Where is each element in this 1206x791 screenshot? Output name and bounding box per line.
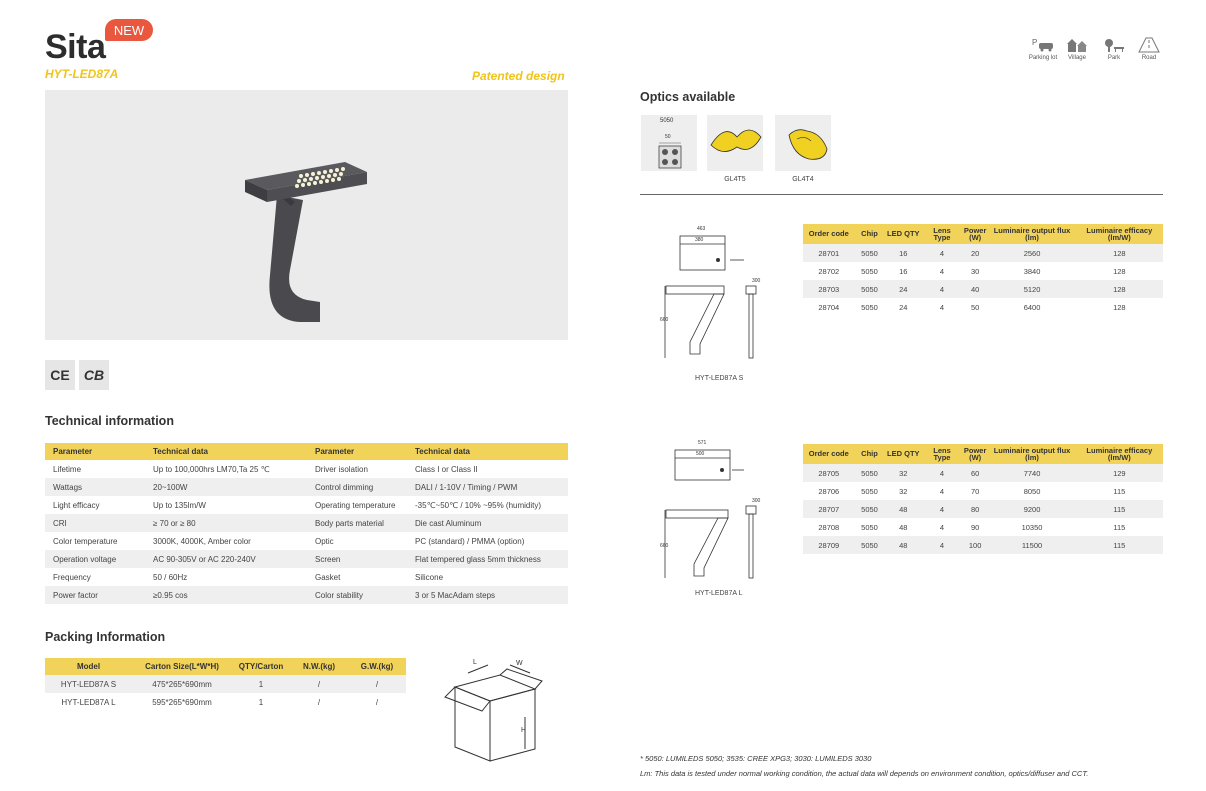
technical-table bbox=[45, 443, 568, 604]
table-row bbox=[803, 244, 1163, 262]
table-cell: 128 bbox=[1113, 302, 1126, 312]
table-cell: DALI / 1-10V / Timing / PWM bbox=[407, 478, 568, 496]
table-cell: Frequency bbox=[53, 572, 91, 582]
table-cell: 4 bbox=[922, 464, 962, 482]
table-cell: 10350 bbox=[1021, 522, 1043, 532]
table-cell: ≥ 70 or ≥ 80 bbox=[145, 514, 307, 532]
table-row bbox=[45, 478, 568, 496]
table-cell: 129 bbox=[1076, 464, 1163, 482]
optics-label-gl4t4: GL4T4 bbox=[792, 176, 814, 183]
table-cell: 16 bbox=[884, 244, 922, 262]
parking-icon bbox=[1031, 37, 1055, 53]
packing-info-title: Packing Information bbox=[45, 630, 166, 644]
table-cell: 28708 bbox=[818, 522, 840, 532]
technical-info-title: Technical information bbox=[45, 414, 174, 428]
table-cell: 128 bbox=[1076, 244, 1163, 262]
table-header: LED QTY bbox=[884, 224, 922, 244]
table-cell: 595*265*690mm bbox=[152, 697, 212, 707]
table-cell: Power factor bbox=[45, 586, 145, 604]
table-header: Model bbox=[45, 658, 132, 675]
table-cell: 28705 bbox=[803, 464, 855, 482]
table-cell: Wattags bbox=[45, 478, 145, 496]
table-cell: Operating temperature bbox=[315, 500, 396, 510]
table-row bbox=[45, 460, 568, 478]
table-row bbox=[803, 262, 1163, 280]
table-cell: 4 bbox=[939, 522, 945, 532]
park-icon bbox=[1102, 37, 1126, 53]
table-cell: Silicone bbox=[415, 572, 444, 582]
table-cell: 11500 bbox=[988, 536, 1075, 554]
table-cell: Control dimming bbox=[307, 478, 407, 496]
table-cell: Color temperature bbox=[53, 536, 118, 546]
table-cell: Gasket bbox=[315, 572, 341, 582]
table-cell: 28702 bbox=[818, 266, 840, 276]
table-row bbox=[45, 568, 568, 586]
table-cell: 28707 bbox=[803, 500, 855, 518]
table-cell: Class I or Class II bbox=[415, 464, 478, 474]
table-cell: 50 bbox=[970, 302, 980, 312]
dim-inner-width: 500 bbox=[696, 451, 705, 457]
patented-label: Patented design bbox=[472, 69, 565, 83]
table-row bbox=[45, 675, 406, 693]
table-cell: 5050 bbox=[861, 522, 878, 532]
new-badge: NEW bbox=[105, 19, 153, 41]
table-cell: Light efficacy bbox=[53, 500, 100, 510]
table-header: G.W.(kg) bbox=[348, 658, 406, 675]
application-road bbox=[1134, 37, 1164, 61]
table-cell: 4 bbox=[922, 536, 962, 554]
table-cell: 475*265*690mm bbox=[132, 675, 232, 693]
packing-table bbox=[45, 658, 406, 711]
optics-chip-diagram bbox=[641, 115, 697, 171]
table-cell: Up to 135lm/W bbox=[153, 500, 206, 510]
order-table-l bbox=[803, 444, 1163, 554]
table-header: Chip bbox=[855, 444, 885, 464]
svg-text:P: P bbox=[1032, 38, 1038, 47]
table-header: Chip bbox=[855, 224, 885, 244]
table-cell: 128 bbox=[1113, 266, 1126, 276]
table-header: Order code bbox=[803, 224, 855, 244]
table-cell: 128 bbox=[1076, 280, 1163, 298]
table-cell: 40 bbox=[962, 280, 989, 298]
table-cell: 32 bbox=[884, 464, 922, 482]
optics-label-gl4t5: GL4T5 bbox=[724, 176, 746, 183]
table-cell: 4 bbox=[922, 500, 962, 518]
table-cell: 5050 bbox=[861, 486, 878, 496]
table-header: QTY/Carton bbox=[232, 658, 290, 675]
table-cell: 1 bbox=[232, 675, 290, 693]
table-cell: 5050 bbox=[861, 266, 878, 276]
table-row bbox=[45, 514, 568, 532]
table-header: Luminaire efficacy (lm/W) bbox=[1076, 224, 1163, 244]
table-cell: Flat tempered glass 5mm thickness bbox=[407, 550, 568, 568]
table-header: LED QTY bbox=[884, 444, 922, 464]
table-cell: / bbox=[317, 697, 321, 707]
application-label: Parking lot bbox=[1028, 55, 1058, 61]
table-cell: 24 bbox=[884, 280, 922, 298]
cb-mark: CB bbox=[79, 360, 109, 390]
table-cell: 2560 bbox=[988, 244, 1075, 262]
table-header: Technical data bbox=[145, 443, 307, 460]
table-cell: 28709 bbox=[803, 536, 855, 554]
chip-dim-label: 50 bbox=[665, 134, 671, 140]
table-cell: 30 bbox=[970, 266, 980, 276]
table-cell: 20 bbox=[962, 244, 989, 262]
table-header: Carton Size(L*W*H) bbox=[132, 658, 232, 675]
table-cell: 4 bbox=[939, 486, 945, 496]
application-label: Park bbox=[1107, 55, 1121, 61]
table-cell: 48 bbox=[884, 536, 922, 554]
table-header: Lens Type bbox=[922, 224, 962, 244]
table-row bbox=[45, 496, 568, 514]
table-cell: Die cast Aluminum bbox=[407, 514, 568, 532]
table-cell: 4 bbox=[939, 266, 945, 276]
optics-gl4t5 bbox=[707, 115, 763, 171]
box-height-label: H bbox=[521, 727, 527, 734]
table-cell: 4 bbox=[922, 244, 962, 262]
box-length-label: L bbox=[473, 659, 477, 666]
table-cell: 28704 bbox=[818, 302, 840, 312]
section-divider bbox=[640, 194, 1163, 195]
lens-gl4t4-icon bbox=[775, 115, 831, 171]
table-row bbox=[803, 482, 1163, 500]
application-parking bbox=[1028, 37, 1058, 61]
table-cell: 4 bbox=[939, 302, 945, 312]
table-cell: ≥0.95 cos bbox=[145, 586, 307, 604]
table-cell: AC 90-305V or AC 220-240V bbox=[145, 550, 307, 568]
table-header: Parameter bbox=[45, 443, 145, 460]
table-cell: 48 bbox=[884, 500, 922, 518]
application-label: Road bbox=[1141, 55, 1157, 61]
dim-inner-width: 380 bbox=[695, 237, 704, 243]
table-cell: Operation voltage bbox=[45, 550, 145, 568]
variant-s-label: HYT-LED87A S bbox=[695, 375, 744, 382]
dimension-drawing-l bbox=[660, 438, 785, 588]
table-cell: 5050 bbox=[861, 302, 878, 312]
table-cell: 80 bbox=[962, 500, 989, 518]
table-row bbox=[803, 518, 1163, 536]
table-row bbox=[45, 586, 568, 604]
table-header: Luminaire output flux (lm) bbox=[988, 224, 1075, 244]
ce-mark: CE bbox=[45, 360, 75, 390]
table-row bbox=[803, 536, 1163, 554]
table-header: N.W.(kg) bbox=[290, 658, 348, 675]
carton-box-diagram bbox=[440, 655, 550, 765]
dim-height: 660 bbox=[660, 317, 669, 323]
table-cell: 50 / 60Hz bbox=[153, 572, 188, 582]
table-cell: 24 bbox=[899, 302, 908, 312]
table-row bbox=[803, 464, 1163, 482]
table-cell: Driver isolation bbox=[315, 464, 368, 474]
table-cell: 5120 bbox=[988, 280, 1075, 298]
table-cell: Color stability bbox=[307, 586, 407, 604]
table-cell: HYT-LED87A S bbox=[45, 675, 132, 693]
table-cell: / bbox=[290, 675, 348, 693]
table-cell: 5050 bbox=[855, 464, 885, 482]
dimension-drawing-s bbox=[660, 222, 785, 382]
table-row bbox=[45, 693, 406, 711]
table-cell: / bbox=[348, 675, 406, 693]
application-village bbox=[1062, 37, 1092, 61]
table-cell: CRI bbox=[45, 514, 145, 532]
optics-gl4t4 bbox=[775, 115, 831, 171]
application-park bbox=[1099, 37, 1129, 61]
dim-side-width: 300 bbox=[752, 498, 761, 504]
village-icon bbox=[1065, 37, 1089, 53]
table-cell: 5050 bbox=[855, 244, 885, 262]
table-cell: 32 bbox=[899, 486, 908, 496]
table-cell: Up to 100,000hrs LM70,Ta 25 ℃ bbox=[153, 464, 270, 474]
table-header: Power (W) bbox=[963, 445, 987, 462]
table-row bbox=[803, 280, 1163, 298]
lens-gl4t5-icon bbox=[707, 115, 763, 171]
table-cell: 6400 bbox=[1023, 302, 1041, 312]
table-cell: 60 bbox=[962, 464, 989, 482]
optics-title: Optics available bbox=[640, 90, 736, 104]
application-label: Village bbox=[1068, 55, 1086, 61]
table-cell: 115 bbox=[1076, 500, 1163, 518]
table-cell: 115 bbox=[1113, 522, 1126, 532]
dim-side-width: 300 bbox=[752, 278, 761, 284]
table-row bbox=[45, 532, 568, 550]
footnote-lm: Lm: This data is tested under normal working condition, the actual data will depends on environment condition, optics/diffuser and CCT. bbox=[640, 769, 1089, 778]
table-cell: 115 bbox=[1076, 536, 1163, 554]
table-cell: 28703 bbox=[803, 280, 855, 298]
table-cell: 3 or 5 MacAdam steps bbox=[407, 586, 568, 604]
table-cell: 9200 bbox=[988, 500, 1075, 518]
table-cell: 20~100W bbox=[145, 478, 307, 496]
table-cell: 5050 bbox=[855, 280, 885, 298]
table-row bbox=[45, 550, 568, 568]
table-row bbox=[803, 500, 1163, 518]
dim-height: 660 bbox=[660, 543, 669, 549]
table-cell: 70 bbox=[970, 486, 980, 496]
product-title: Sita bbox=[45, 28, 106, 66]
table-cell: 115 bbox=[1113, 486, 1126, 496]
dim-top-width: 571 bbox=[698, 440, 707, 446]
table-cell: 28706 bbox=[818, 486, 840, 496]
table-header: Lens Type bbox=[922, 444, 962, 464]
table-cell: Body parts material bbox=[307, 514, 407, 532]
model-number: HYT-LED87A bbox=[45, 67, 119, 81]
table-cell: 8050 bbox=[1023, 486, 1041, 496]
table-cell: PC (standard) / PMMA (option) bbox=[415, 536, 525, 546]
order-table-s bbox=[803, 224, 1163, 316]
table-cell: 7740 bbox=[988, 464, 1075, 482]
table-cell: 100 bbox=[962, 536, 989, 554]
variant-l-label: HYT-LED87A L bbox=[695, 590, 743, 597]
table-header: Technical data bbox=[407, 443, 568, 460]
table-cell: 5050 bbox=[855, 536, 885, 554]
table-cell: 3000K, 4000K, Amber color bbox=[153, 536, 251, 546]
table-cell: 90 bbox=[970, 522, 980, 532]
table-cell: 5050 bbox=[855, 500, 885, 518]
table-cell: 16 bbox=[899, 266, 908, 276]
product-image bbox=[45, 90, 568, 340]
table-row bbox=[803, 298, 1163, 316]
table-header: Parameter bbox=[307, 443, 407, 460]
chip-label: 5050 bbox=[660, 118, 674, 124]
table-cell: 3840 bbox=[1023, 266, 1041, 276]
table-cell: / bbox=[375, 697, 379, 707]
table-cell: HYT-LED87A L bbox=[61, 697, 116, 707]
table-header: Power (W) bbox=[963, 225, 987, 242]
table-cell: 48 bbox=[899, 522, 908, 532]
table-cell: Screen bbox=[307, 550, 407, 568]
table-cell: Optic bbox=[315, 536, 334, 546]
table-header: Order code bbox=[803, 444, 855, 464]
dim-top-width: 463 bbox=[697, 226, 706, 232]
table-cell: 4 bbox=[922, 280, 962, 298]
table-header: Luminaire output flux (lm) bbox=[988, 444, 1075, 464]
table-cell: 1 bbox=[258, 697, 264, 707]
table-header: Luminaire efficacy (lm/W) bbox=[1076, 444, 1163, 464]
table-cell: Lifetime bbox=[53, 464, 82, 474]
box-width-label: W bbox=[516, 660, 523, 667]
table-cell: 28701 bbox=[803, 244, 855, 262]
road-icon bbox=[1137, 37, 1161, 53]
table-cell: -35℃~50℃ / 10% ~95% (humidity) bbox=[415, 500, 542, 510]
footnote-chips: * 5050: LUMILEDS 5050; 3535: CREE XPG3; 3030: LUMILEDS 3030 bbox=[640, 754, 872, 763]
